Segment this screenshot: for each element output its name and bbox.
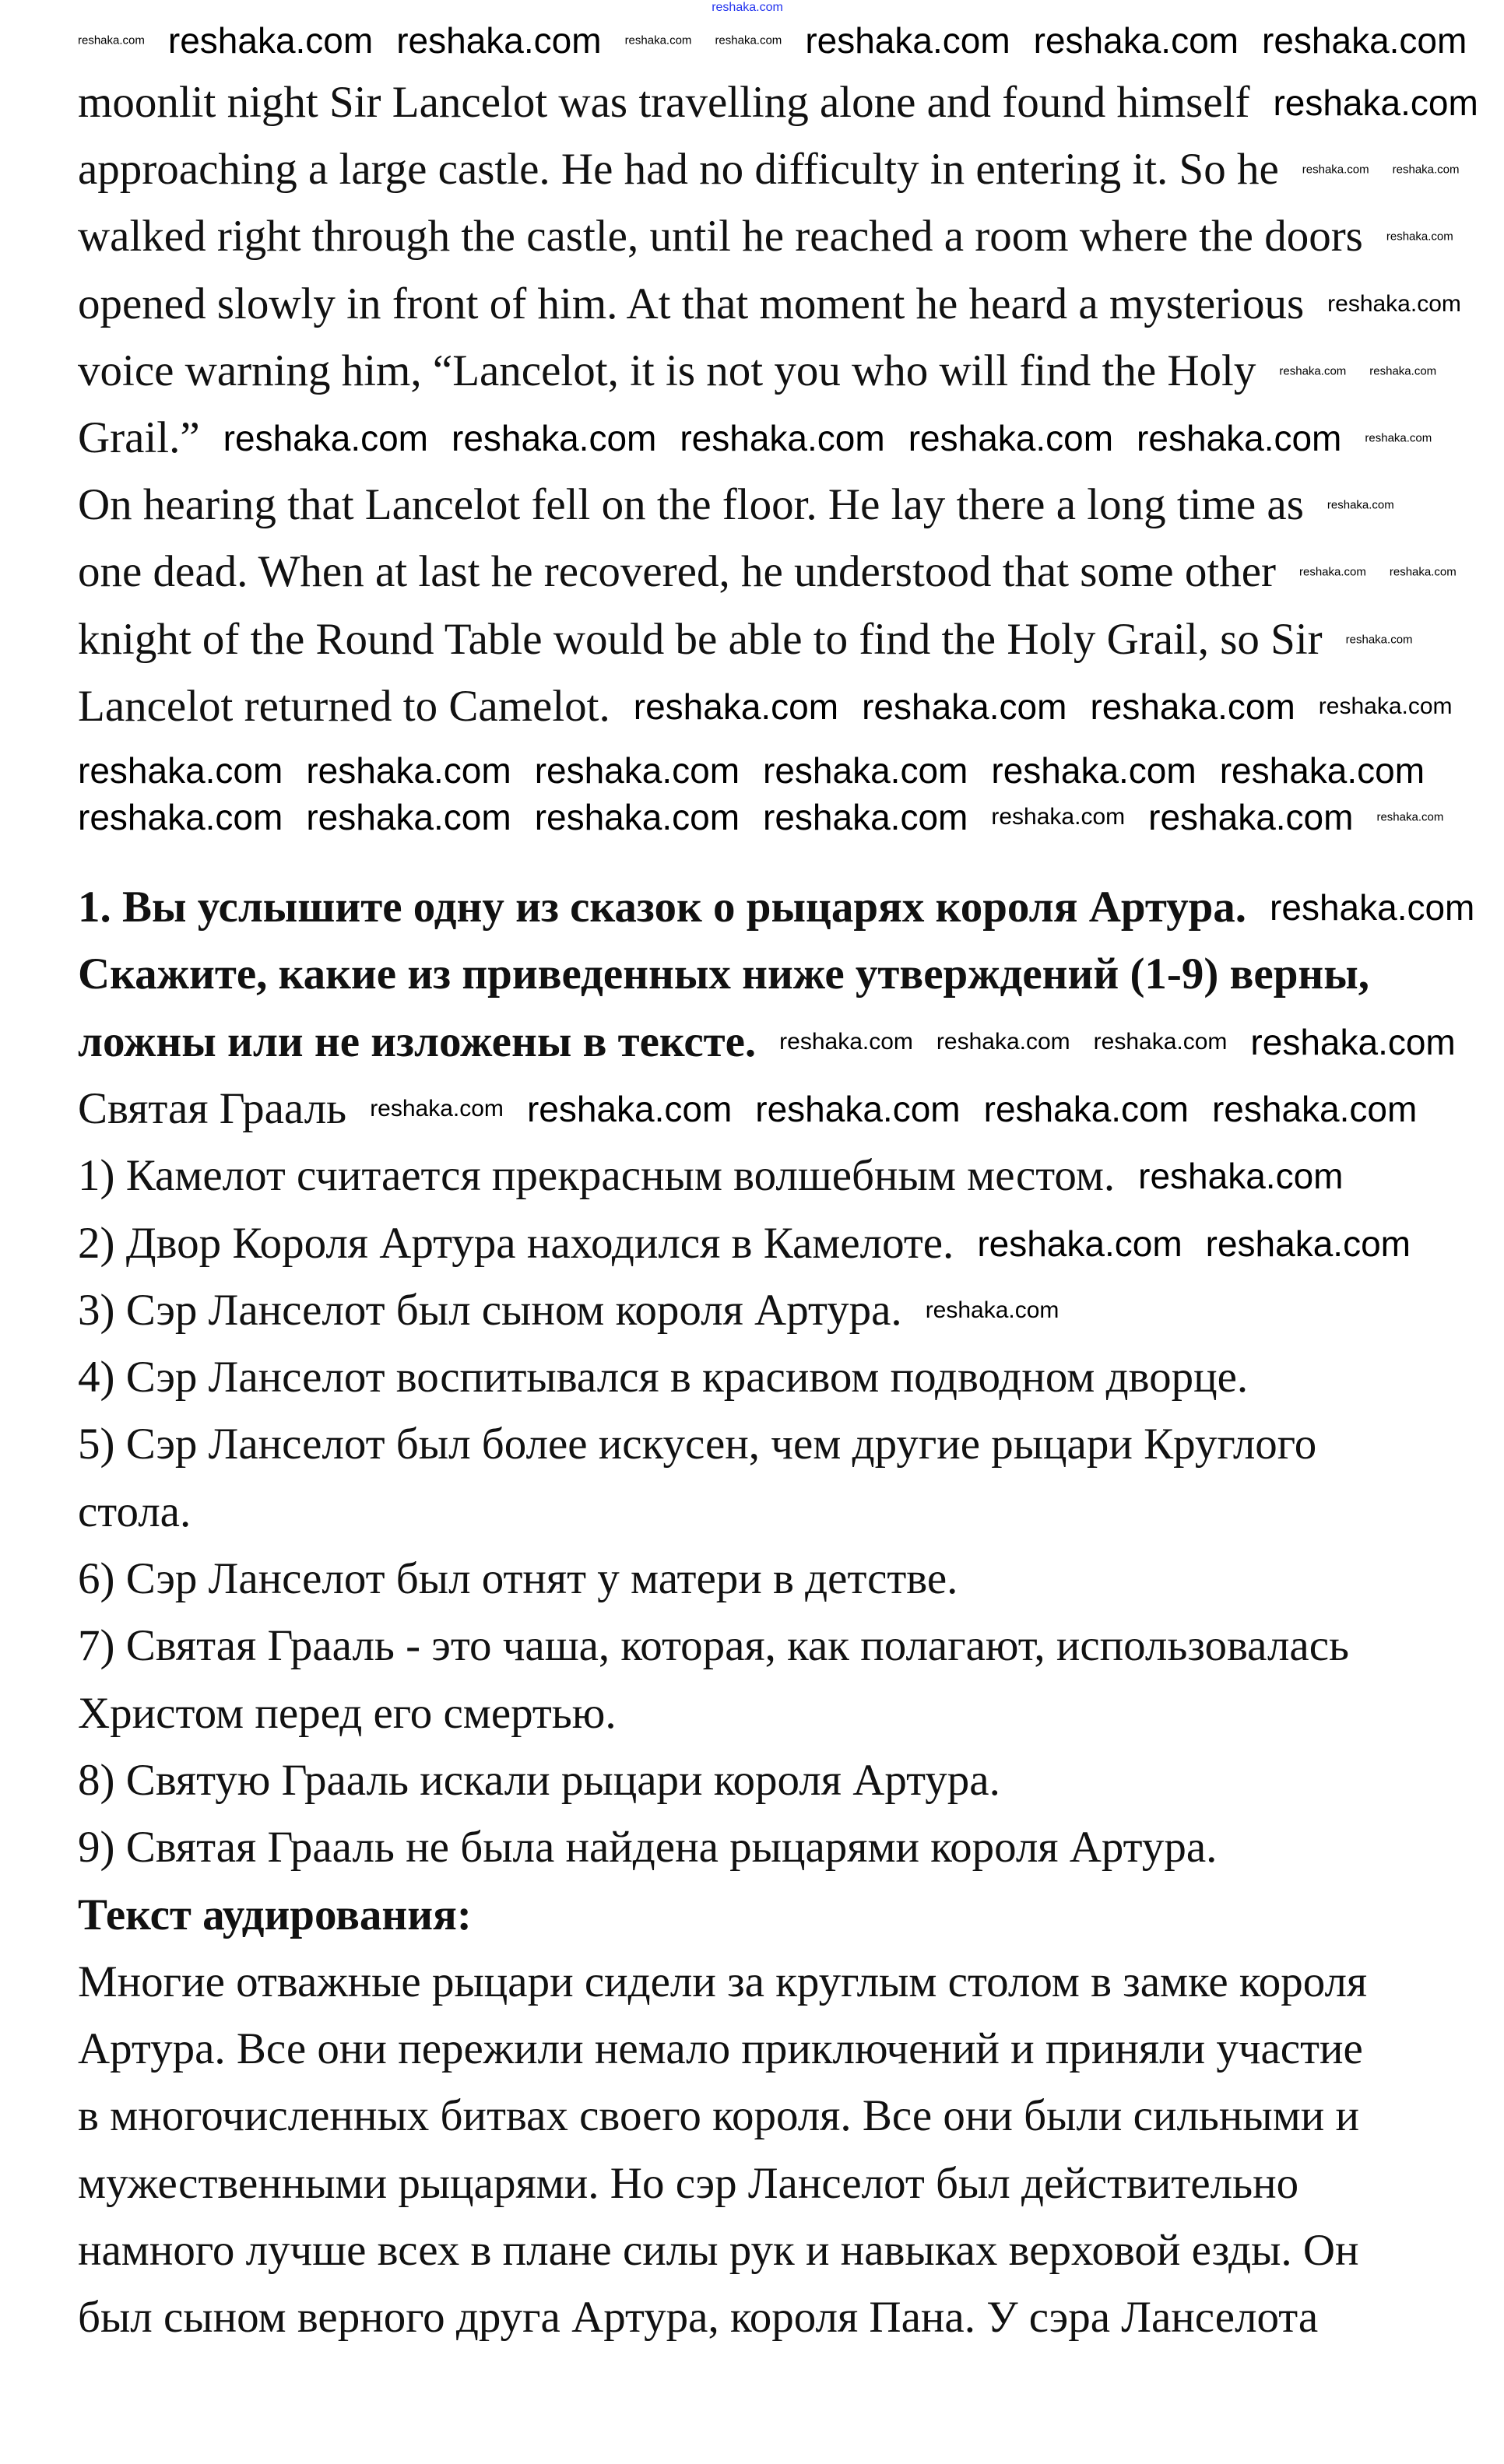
watermark: reshaka.com — [805, 20, 1010, 61]
watermark: reshaka.com — [1219, 750, 1425, 791]
task-subtitle: Святая Грааль — [78, 1083, 347, 1133]
watermark: reshaka.com — [1345, 633, 1413, 647]
watermark: reshaka.com — [396, 20, 602, 61]
task-instruction-line: 1. Вы услышите одну из сказок о рыцарях короля Артура. — [78, 883, 1247, 932]
watermark: reshaka.com — [1365, 431, 1432, 445]
watermark: reshaka.com — [862, 686, 1067, 727]
watermark: reshaka.com — [1093, 1028, 1228, 1055]
watermark: reshaka.com — [1302, 163, 1369, 177]
statement-line: 8) Святую Грааль искали рыцари короля Артура. — [78, 1755, 1000, 1805]
listening-text-line: намного лучше всех в плане силы рук и навыках верховой езды. Он — [78, 2226, 1359, 2275]
watermark: reshaka.com — [1279, 364, 1347, 378]
watermark: reshaka.com — [452, 418, 657, 458]
watermark: reshaka.com — [526, 1088, 733, 1129]
english-text-line: Grail.” — [78, 413, 200, 462]
statement-line: 6) Сэр Ланселот был отнят у матери в детстве. — [78, 1554, 958, 1603]
listening-text-line: Многие отважные рыцари сидели за круглым столом в замке короля — [78, 1957, 1368, 2006]
watermark: reshaka.com — [779, 1028, 913, 1055]
statement-line: 4) Сэр Ланселот воспитывался в красивом подводном дворце. — [78, 1353, 1249, 1402]
watermark: reshaka.com — [306, 797, 511, 837]
watermark: reshaka.com — [78, 797, 283, 837]
watermark: reshaka.com — [763, 750, 968, 791]
english-text-line: knight of the Round Table would be able to find the Holy Grail, so Sir — [78, 614, 1323, 664]
watermark: reshaka.com — [1211, 1088, 1418, 1129]
watermark: reshaka.com — [370, 1095, 504, 1121]
watermark: reshaka.com — [1273, 82, 1478, 123]
task-instruction-line: Скажите, какие из приведенных ниже утверждений (1-9) верны, — [78, 949, 1370, 999]
watermark: reshaka.com — [1376, 810, 1444, 824]
watermark: reshaka.com — [1138, 1156, 1344, 1197]
watermark: reshaka.com — [1392, 163, 1460, 177]
statement-line: 9) Святая Грааль не была найдена рыцарями короля Артура. — [78, 1823, 1218, 1873]
english-text-line: voice warning him, “Lancelot, it is not you who will find the Holy — [78, 346, 1256, 395]
english-text-line: moonlit night Sir Lancelot was travelling alone and found himself — [78, 78, 1250, 127]
watermark: reshaka.com — [167, 20, 374, 61]
watermark: reshaka.com — [624, 33, 692, 47]
watermark: reshaka.com — [1250, 1021, 1456, 1062]
header-watermark-link[interactable]: reshaka.com — [712, 1, 783, 14]
watermark: reshaka.com — [1298, 565, 1366, 579]
listening-heading: Текст аудирования: — [78, 1890, 472, 1939]
task-instruction-line: ложны или не изложены в тексте. — [78, 1016, 757, 1066]
watermark: reshaka.com — [78, 750, 283, 791]
watermark: reshaka.com — [1033, 20, 1239, 61]
watermark: reshaka.com — [680, 418, 885, 458]
watermark: reshaka.com — [534, 750, 740, 791]
english-text-line: On hearing that Lancelot fell on the floor. He lay there a long time as — [78, 480, 1304, 530]
watermark: reshaka.com — [925, 1297, 1059, 1323]
watermark: reshaka.com — [1262, 20, 1467, 61]
watermark: reshaka.com — [1137, 418, 1342, 458]
listening-text-line: мужественными рыцарями. Но сэр Ланселот был действительно — [78, 2158, 1299, 2208]
watermark: reshaka.com — [1270, 887, 1475, 928]
watermark: reshaka.com — [715, 33, 782, 47]
english-text-line: approaching a large castle. He had no difficulty in entering it. So he — [78, 145, 1279, 195]
statement-line: 1) Камелот считается прекрасным волшебным местом. — [78, 1151, 1116, 1201]
watermark: reshaka.com — [633, 686, 839, 727]
watermark: reshaka.com — [1386, 230, 1453, 244]
watermark: reshaka.com — [78, 33, 145, 47]
watermark: reshaka.com — [223, 418, 429, 458]
statement-line: 3) Сэр Ланселот был сыном короля Артура. — [78, 1285, 902, 1335]
watermark: reshaka.com — [908, 418, 1114, 458]
watermark: reshaka.com — [1090, 686, 1295, 727]
english-text-line: Lancelot returned to Camelot. — [78, 681, 610, 731]
watermark: reshaka.com — [1327, 498, 1394, 512]
watermark: reshaka.com — [534, 797, 740, 837]
watermark: reshaka.com — [977, 1223, 1182, 1264]
statement-line: 5) Сэр Ланселот был более искусен, чем другие рыцари Круглого — [78, 1420, 1317, 1469]
watermark: reshaka.com — [1148, 797, 1354, 837]
watermark: reshaka.com — [1389, 565, 1457, 579]
watermark: reshaka.com — [763, 797, 968, 837]
watermark: reshaka.com — [1369, 364, 1437, 378]
watermark: reshaka.com — [1205, 1223, 1411, 1264]
watermark: reshaka.com — [983, 1088, 1189, 1129]
english-text-line: opened slowly in front of him. At that moment he heard a mysterious — [78, 279, 1305, 328]
listening-text-line: Артура. Все они пережили немало приключений и приняли участие — [78, 2024, 1363, 2074]
listening-text-line: в многочисленных битвах своего короля. Все они были сильными и — [78, 2091, 1360, 2141]
watermark: reshaka.com — [755, 1088, 961, 1129]
watermark: reshaka.com — [1327, 290, 1461, 317]
watermark: reshaka.com — [936, 1028, 1070, 1055]
watermark: reshaka.com — [991, 804, 1126, 830]
listening-text-line: был сыном верного друга Артура, короля Пана. У сэра Ланселота — [78, 2293, 1319, 2343]
english-text-line: one dead. When at last he recovered, he understood that some other — [78, 547, 1276, 597]
english-text-line: walked right through the castle, until he reached a room where the doors — [78, 212, 1363, 261]
watermark: reshaka.com — [991, 750, 1197, 791]
statement-line: Христом перед его смертью. — [78, 1688, 617, 1738]
statement-line: стола. — [78, 1486, 192, 1536]
statement-line: 7) Святая Грааль - это чаша, которая, как полагают, использовалась — [78, 1621, 1350, 1671]
statement-line: 2) Двор Короля Артура находился в Камелоте. — [78, 1218, 954, 1268]
watermark: reshaka.com — [1318, 693, 1453, 719]
watermark: reshaka.com — [306, 750, 511, 791]
